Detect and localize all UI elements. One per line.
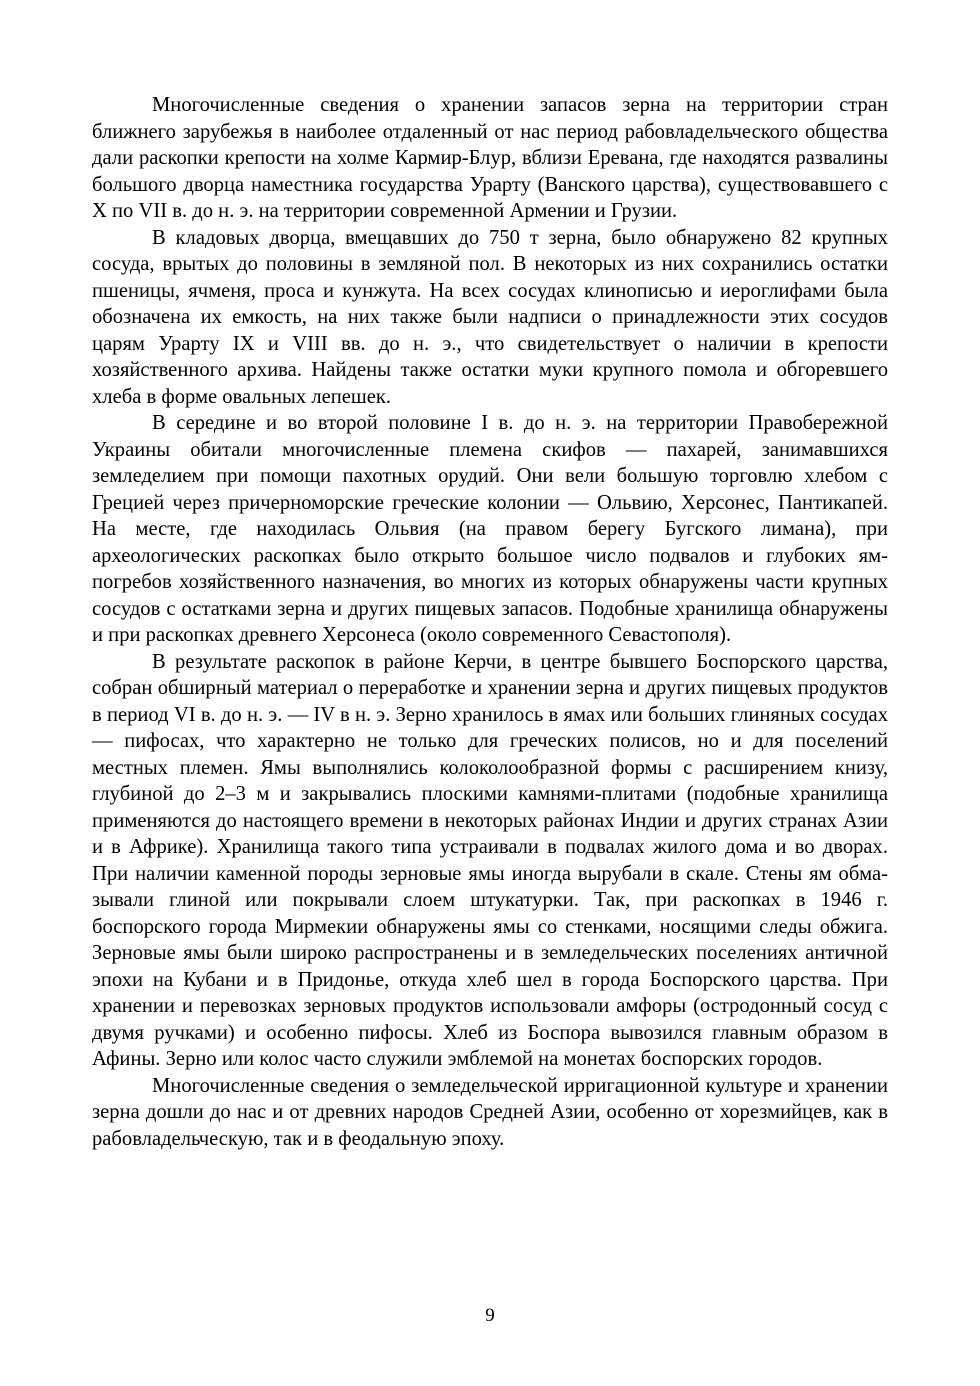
page-number: 9 xyxy=(485,1305,495,1326)
paragraph-scythians: В середине и во второй половине I в. до н. э. на территории Правобережной Украины обитали многочисленные племена скифов — пахарей, занимавшихся земледелием при помощи пахотных орудий. Они вели большую торговлю хлебом с Грецией через причерноморские греческие колонии — Ольвию, Херсонес, Пантикапей. На месте, где находилась Ольвия (на правом берегу Бугского лимана), при археологических раскопках было открыто большое число подвалов и глубоких ям-погребов хозяйственного назначения, во многих из которых обнаружены части крупных сосудов с остатками зерна и других пищевых запасов. Подобные хранилища обнаружены и при раскопках древнего Херсонеса (около современного Севастополя). xyxy=(92,412,888,646)
paragraph-bosporan-kingdom: В результате раскопок в районе Керчи, в центре бывшего Боспорского царства, собран обширный материал о переработке и хранении зерна и других пищевых продуктов в период VI в. до н. э. — IV в н. э. Зерно хранилось в ямах или больших глиняных сосудах — пифосах, что характерно не только для греческих полисов, но и для поселений местных племен. Ямы выполнялись колоколообразной формы с расширением книзу, глубиной до 2–3 м и закрывались плоскими камнями-плитами (подобные хранилища применяются до настоящего времени в некоторых районах Индии и других странах Азии и в Африке). Хранилища такого типа устраивали в подвалах жилого дома и во дворах. При наличии каменной породы зерновые ямы иногда вырубали в скале. Стены ям обмазывали глиной или покрывали слоем штукатурки. Так, при раскопках в 1946 г. боспорского города Мирмекии обнаружены ямы со стенками, носящими следы обжига. Зерновые ямы были широко распространены и в земледельческих поселениях античной эпохи на Кубани и в Придонье, откуда хлеб шел в города Боспорского царства. При хранении и перевозках зерновых продуктов использовали амфоры (остродонный сосуд с двумя ручками) и особенно пифосы. Хлеб из Боспора вывозился главным образом в Афины. Зерно или колос часто служили эмблемой на монетах боспорских городов. xyxy=(92,650,888,1070)
paragraph-palace-storerooms: В кладовых дворца, вмещавших до 750 т зерна, было обнаружено 82 крупных сосуда, врытых до половины в земляной пол. В некоторых из них сохранились остатки пшеницы, ячменя, проса и кунжута. На всех сосудах клинописью и иероглифами была обозначена их емкость, на них также были надписи о принадлежности этих сосудов царям Урарту IX и VIII вв. до н. э., что свидетельствует о наличии в крепости хозяйственного архива. Найдены также остатки муки крупного помола и обгоревшего хлеба в форме овальных лепешек. xyxy=(92,226,888,408)
document-body xyxy=(92,92,888,1152)
paragraph-karmir-blur: Многочисленные сведения о хранении запасов зерна на территории стран ближнего зарубежья в наиболее отдаленный от нас период рабовладельческого общества дали раскопки крепости на холме Кармир-Блур, вблизи Еревана, где находятся развалины большого дворца наместника государства Урарту (Ванского царства), существовавшего с X по VII в. до н. э. на территории современной Армении и Грузии. xyxy=(92,94,888,222)
paragraph-central-asia: Многочисленные сведения о земледельческой ирригационной культуре и хранении зерна дошли до нас и от древних народов Средней Азии, особенно от хорезмийцев, как в рабовладельческую, так и в феодальную эпоху. xyxy=(92,1074,888,1150)
